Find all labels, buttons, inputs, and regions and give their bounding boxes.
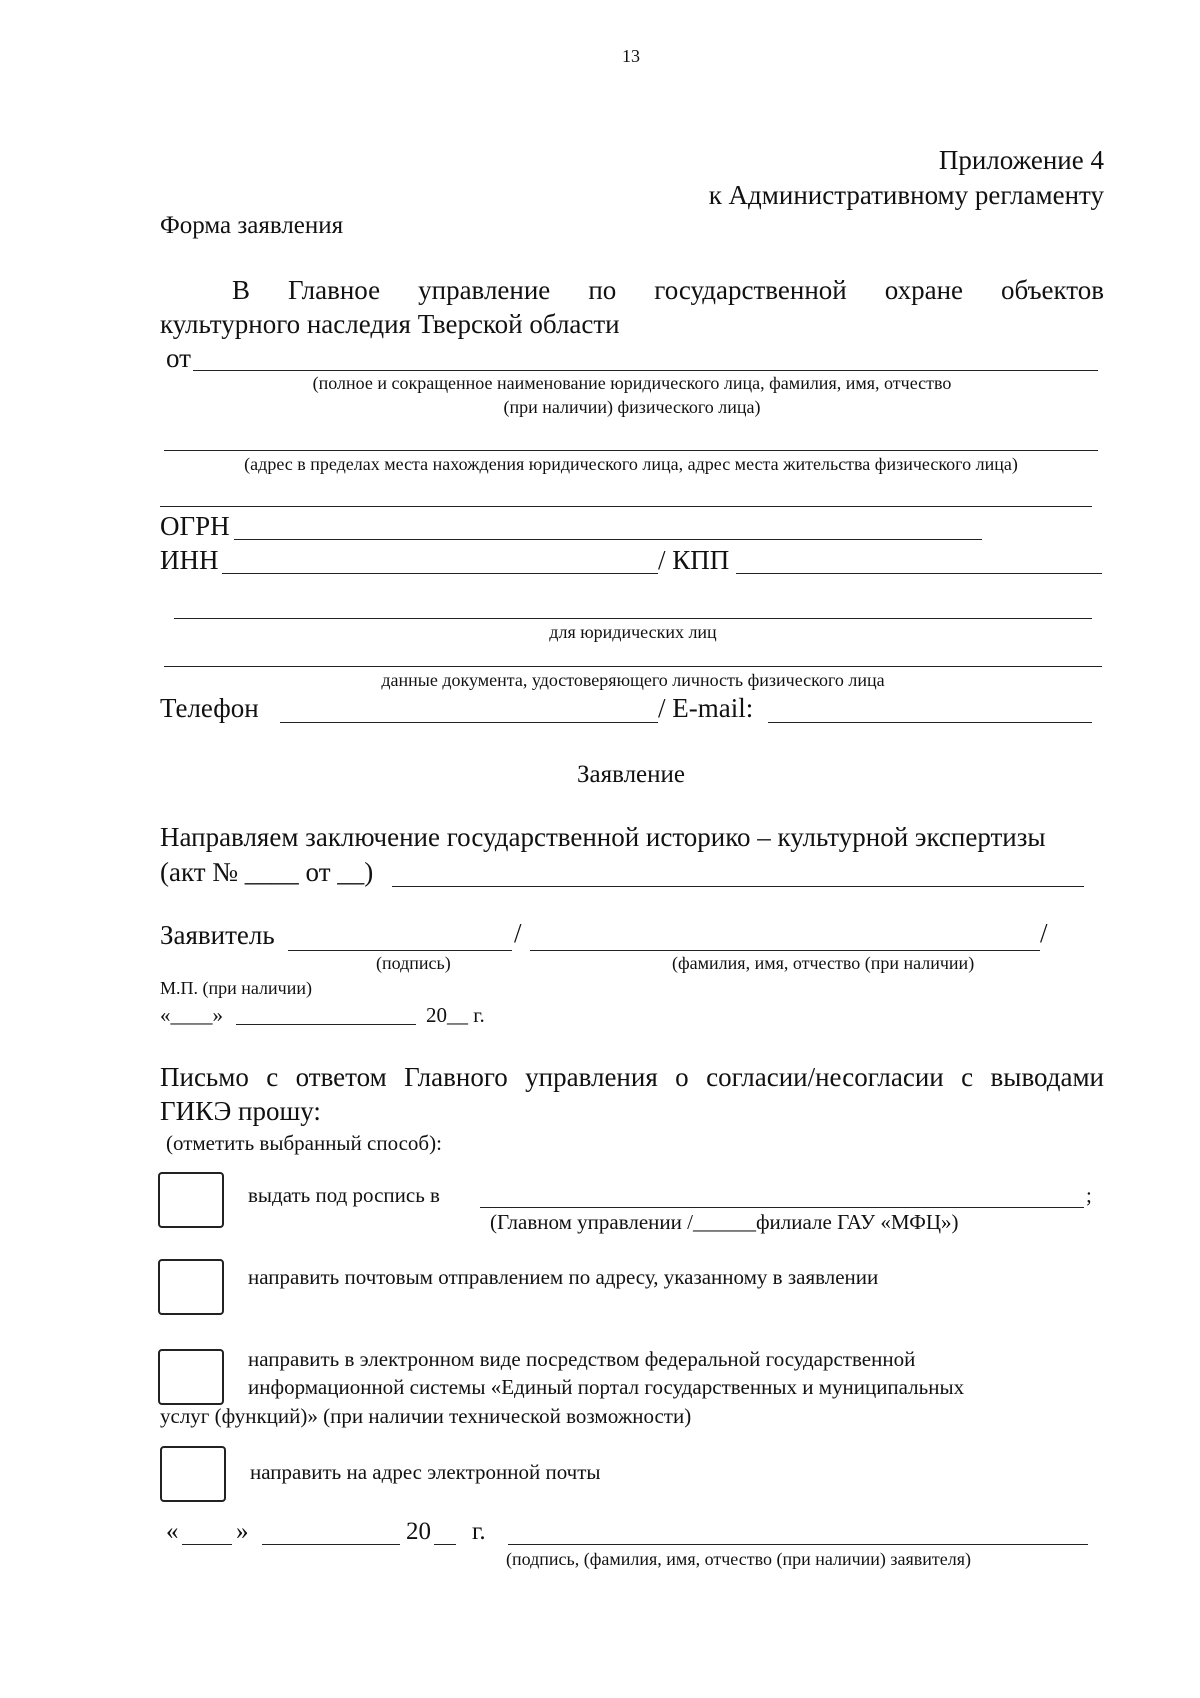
applicant-label: Заявитель (160, 920, 275, 950)
phone-line[interactable] (280, 722, 658, 723)
fio-hint: (фамилия, имя, отчество (при наличии) (672, 953, 975, 973)
footer-year-line[interactable] (434, 1544, 456, 1545)
from-line[interactable] (193, 370, 1098, 371)
addressee-line-1: В Главное управление по государственной охране объектов (232, 275, 1104, 305)
phone-label: Телефон (160, 693, 259, 723)
reply-hint: (отметить выбранный способ): (166, 1131, 442, 1155)
option-3-checkbox[interactable] (158, 1349, 224, 1405)
footer-signature-line[interactable] (508, 1544, 1088, 1545)
ogrn-label: ОГРН (160, 511, 230, 541)
inn-label: ИНН (160, 545, 219, 575)
fio-line[interactable] (530, 950, 1040, 951)
name-hint-1: (полное и сокращенное наименование юридического лица, фамилия, имя, отчество (312, 373, 952, 393)
email-label: / E-mail: (658, 693, 754, 723)
legal-entity-hint: для юридических лиц (549, 622, 717, 642)
option-2-checkbox[interactable] (158, 1259, 224, 1315)
name-hint-2: (при наличии) физического лица) (503, 397, 761, 417)
document-hint: данные документа, удостоверяющего личность физического лица (381, 670, 885, 690)
footer-open-quote: « (166, 1518, 179, 1545)
legal-entity-line[interactable] (174, 618, 1092, 619)
footer-month-line[interactable] (262, 1544, 400, 1545)
statement-line[interactable] (392, 886, 1084, 887)
statement-line-2: (акт № ____ от __) (160, 857, 374, 887)
option-1-text: выдать под роспись в (248, 1183, 440, 1207)
email-line[interactable] (768, 722, 1092, 723)
kpp-line[interactable] (736, 573, 1102, 574)
reply-line-1: Письмо с ответом Главного управления о согласии/несогласии с выводами (160, 1062, 1104, 1092)
applicant-slash-2: / (1040, 918, 1048, 948)
applicant-slash-1: / (514, 918, 522, 948)
option-1-checkbox[interactable] (158, 1172, 224, 1228)
from-label: от (166, 343, 191, 373)
inn-line[interactable] (222, 573, 658, 574)
ogrn-line[interactable] (234, 539, 982, 540)
office-hint: (Главном управлении /______филиале ГАУ «МФЦ») (490, 1210, 959, 1234)
footer-signature-hint: (подпись, (фамилия, имя, отчество (при наличии) заявителя) (506, 1549, 972, 1569)
stamp-label: М.П. (при наличии) (160, 978, 312, 998)
form-title: Форма заявления (160, 212, 344, 239)
option-2-text: направить почтовым отправлением по адресу, указанному в заявлении (248, 1265, 879, 1289)
option-4-text: направить на адрес электронной почты (250, 1460, 601, 1484)
kpp-label: / КПП (658, 545, 730, 575)
address-line-2[interactable] (160, 506, 1092, 507)
applicant-date-day: «____» (160, 1003, 223, 1027)
address-hint: (адрес в пределах места нахождения юридического лица, адрес места жительства физического лица) (244, 454, 1018, 474)
signature-line[interactable] (288, 950, 512, 951)
address-line[interactable] (164, 450, 1098, 451)
appendix-subtitle: к Административному регламенту (708, 180, 1104, 210)
document-line[interactable] (164, 666, 1102, 667)
page-number: 13 (622, 46, 640, 66)
applicant-date-year: 20__ г. (426, 1003, 485, 1027)
option-4-checkbox[interactable] (160, 1446, 226, 1502)
reply-line-2: ГИКЭ прошу: (160, 1096, 321, 1126)
signature-hint: (подпись) (376, 953, 451, 973)
footer-year: 20 (406, 1518, 431, 1545)
footer-day-line[interactable] (182, 1544, 232, 1545)
option-3-line-3: услуг (функций)» (при наличии технической возможности) (160, 1404, 692, 1428)
footer-g: г. (472, 1518, 486, 1545)
applicant-date-line[interactable] (236, 1024, 416, 1025)
statement-title: Заявление (576, 761, 686, 788)
option-3-line-1: направить в электронном виде посредством федеральной государственной (248, 1347, 916, 1371)
footer-close-quote: » (236, 1518, 249, 1545)
appendix-title: Приложение 4 (938, 145, 1104, 175)
option-3-line-2: информационной системы «Единый портал государственных и муниципальных (248, 1375, 965, 1399)
option-1-line[interactable] (480, 1207, 1084, 1208)
addressee-line-2: культурного наследия Тверской области (160, 309, 620, 339)
statement-line-1: Направляем заключение государственной историко – культурной экспертизы (160, 822, 1046, 852)
option-1-suffix: ; (1086, 1183, 1092, 1207)
